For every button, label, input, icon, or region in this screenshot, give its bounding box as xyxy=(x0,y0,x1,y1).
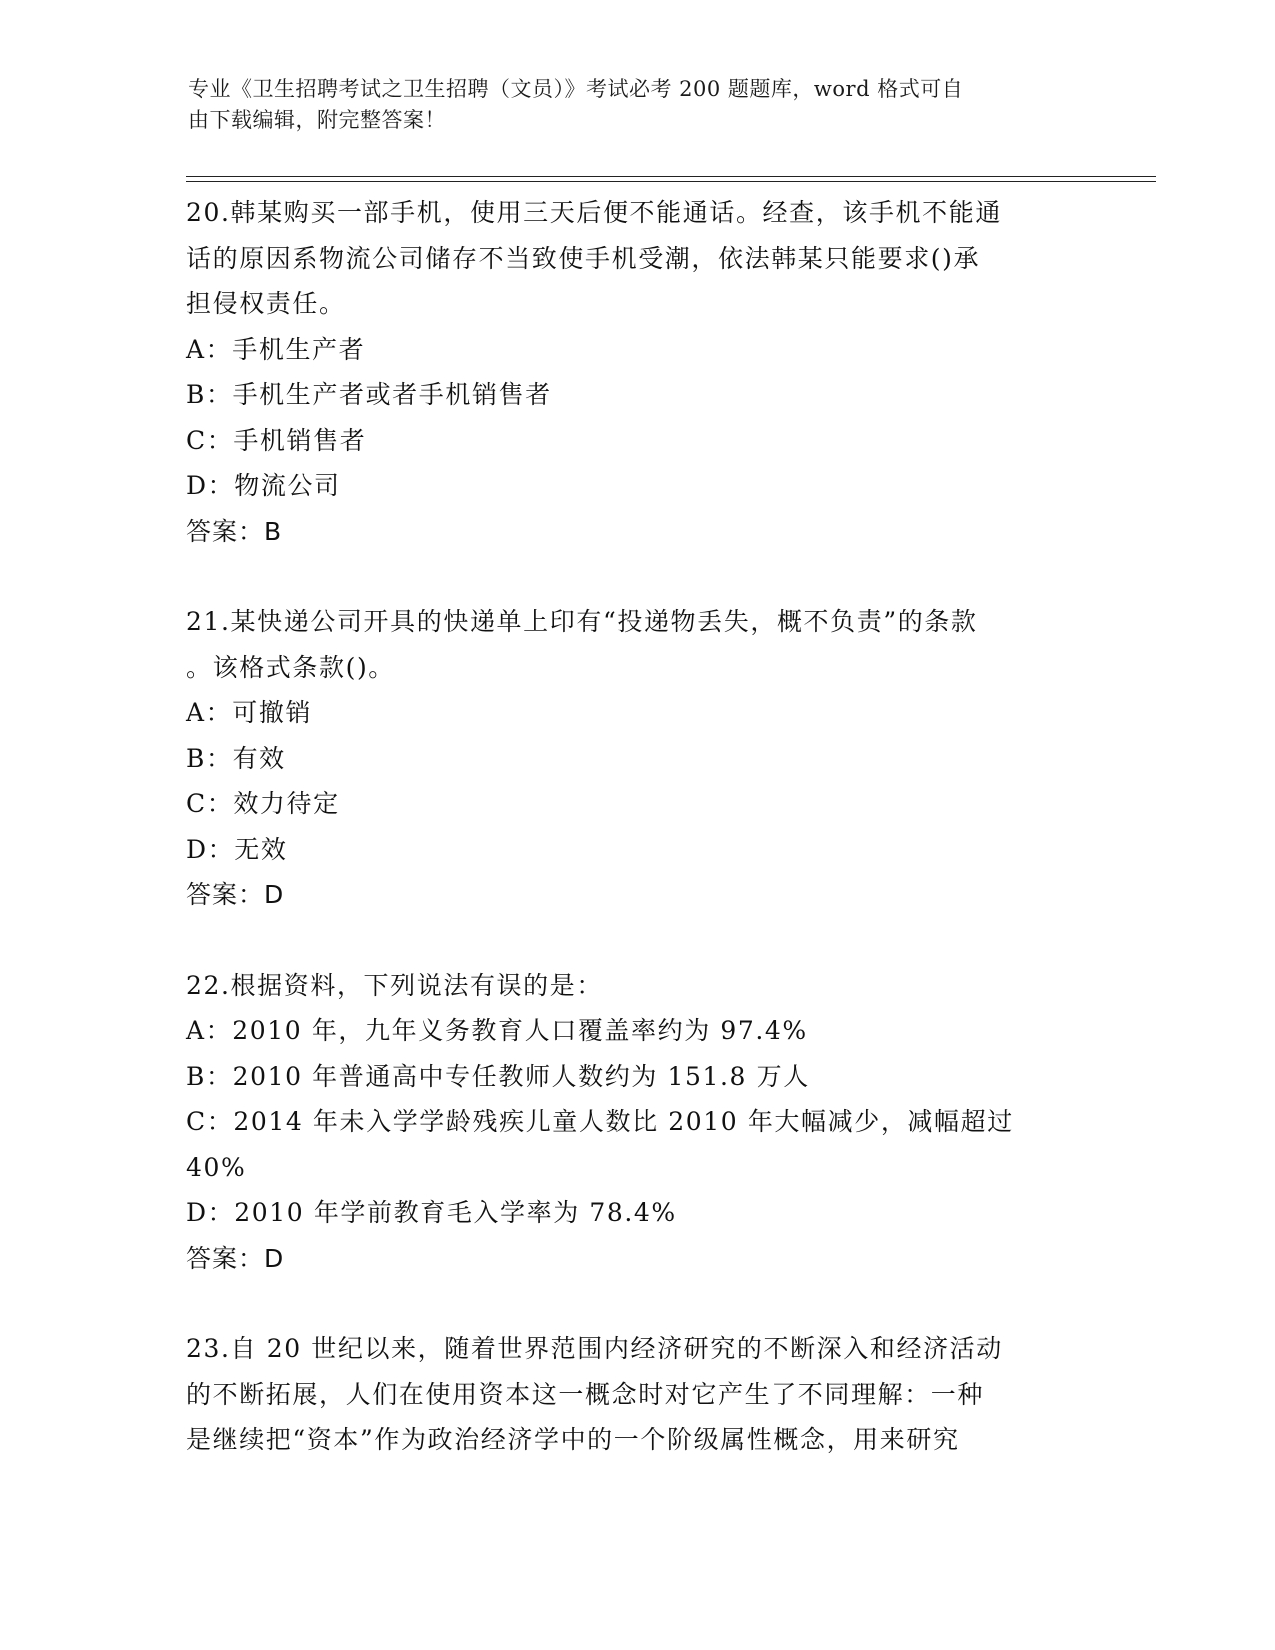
question-text-line: 话的原因系物流公司储存不当致使手机受潮，依法韩某只能要求()承 xyxy=(186,243,981,273)
question-text-line: 的不断拓展，人们在使用资本这一概念时对它产生了不同理解：一种 xyxy=(186,1379,985,1409)
question-list xyxy=(186,190,1086,1463)
question-22 xyxy=(186,963,1086,1282)
question-text-line: 。该格式条款()。 xyxy=(186,652,395,682)
question-text-line: 22.根据资料，下列说法有误的是： xyxy=(186,970,603,1000)
option-b: B：手机生产者或者手机销售者 xyxy=(186,380,552,409)
question-21 xyxy=(186,599,1086,918)
option-c: C：效力待定 xyxy=(186,789,340,818)
option-b: B：2010 年普通高中专任教师人数约为 151.8 万人 xyxy=(186,1061,810,1091)
header-line-1: 专业《卫生招聘考试之卫生招聘（文员）》考试必考 200 题题库，word 格式可自 xyxy=(188,77,964,101)
question-text-line: 21.某快递公司开具的快递单上印有“投递物丢失，概不负责”的条款 xyxy=(186,607,978,636)
option-c: C：2014 年未入学学龄残疾儿童人数比 2010 年大幅减少，减幅超过 xyxy=(186,1107,1014,1136)
spacer xyxy=(186,554,1086,599)
document-header xyxy=(188,74,1068,136)
option-a: A：手机生产者 xyxy=(186,334,366,364)
option-c-continued: 40% xyxy=(186,1152,247,1182)
spacer xyxy=(186,1281,1086,1326)
question-23 xyxy=(186,1326,1086,1463)
answer-label: 答案：B xyxy=(186,516,283,546)
option-a: A：2010 年，九年义务教育人口覆盖率约为 97.4% xyxy=(186,1016,808,1045)
question-text-line: 23.自 20 世纪以来，随着世界范围内经济研究的不断深入和经济活动 xyxy=(186,1334,1003,1363)
header-line-2: 由下载编辑，附完整答案！ xyxy=(188,108,446,132)
header-divider-top xyxy=(186,176,1156,177)
option-b: B：有效 xyxy=(186,743,286,773)
question-20 xyxy=(186,190,1086,554)
option-d: D：物流公司 xyxy=(186,471,341,500)
question-text-line: 20.韩某购买一部手机，使用三天后便不能通话。经查，该手机不能通 xyxy=(186,198,1002,227)
option-a: A：可撤销 xyxy=(186,698,313,727)
option-c: C：手机销售者 xyxy=(186,425,367,455)
spacer xyxy=(186,918,1086,963)
question-text-line: 是继续把“资本”作为政治经济学中的一个阶级属性概念，用来研究 xyxy=(186,1425,960,1454)
answer-label: 答案：D xyxy=(186,1243,285,1273)
option-d: D：无效 xyxy=(186,834,288,864)
header-divider-bottom xyxy=(186,181,1156,182)
answer-label: 答案：D xyxy=(186,880,285,909)
option-d: D：2010 年学前教育毛入学率为 78.4% xyxy=(186,1198,677,1227)
question-text-line: 担侵权责任。 xyxy=(186,289,346,318)
